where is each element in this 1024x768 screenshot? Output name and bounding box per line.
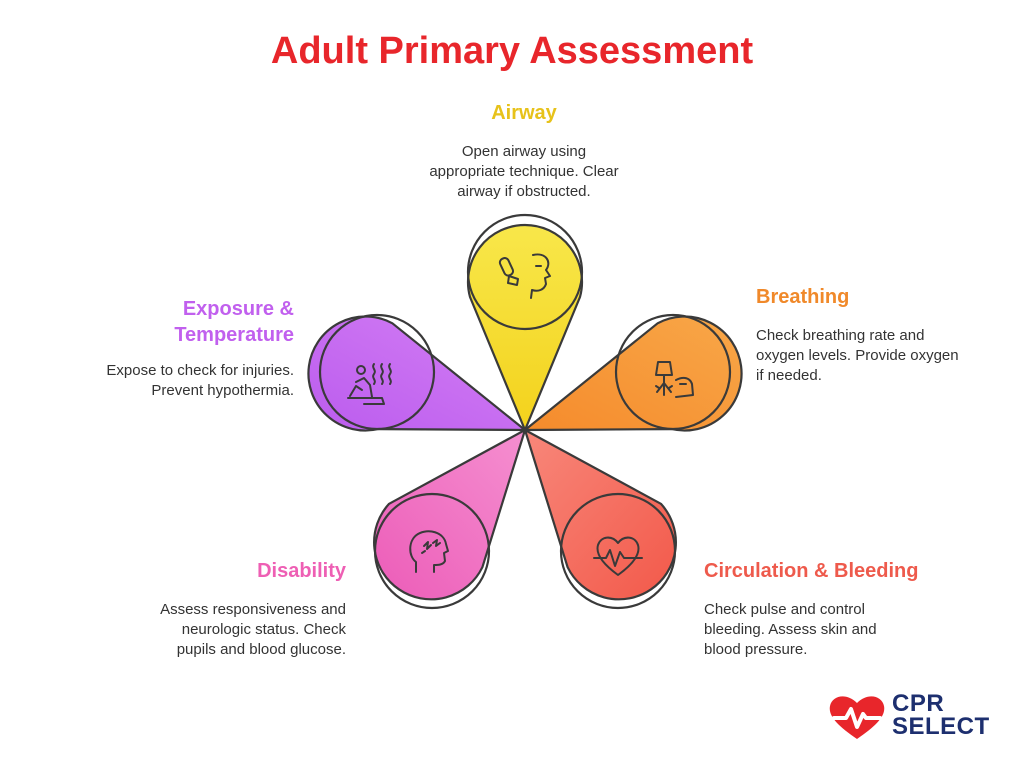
breathing-desc-line: oxygen levels. Provide oxygen	[756, 347, 959, 364]
circulation-desc-line: blood pressure.	[704, 641, 808, 658]
circulation-petal-shape	[525, 430, 676, 599]
disability-heading: Disability	[257, 560, 346, 582]
heart-logo-icon	[828, 694, 886, 740]
exposure-heading-line: Exposure &	[182, 298, 294, 320]
airway-heading: Airway	[491, 102, 557, 124]
logo-text-line2: SELECT	[892, 713, 990, 740]
logo-text-line1: CPR	[892, 690, 945, 717]
airway-desc-line: Open airway using	[461, 143, 587, 160]
exposure-desc-line: Prevent hypothermia.	[151, 382, 294, 399]
disability-desc-line: pupils and blood glucose.	[176, 641, 346, 658]
airway-desc-line: appropriate technique. Clear	[429, 163, 619, 180]
disability-petal-shape	[374, 430, 525, 599]
circulation-desc-line: Check pulse and control	[704, 601, 865, 618]
logo-text	[892, 692, 990, 738]
circulation-desc-line: bleeding. Assess skin and	[704, 621, 877, 638]
airway-desc-line: airway if obstructed.	[457, 183, 591, 200]
breathing-desc-line: Check breathing rate and	[756, 327, 925, 344]
circulation-petal	[525, 430, 676, 608]
exposure-desc-line: Expose to check for injuries.	[106, 362, 294, 379]
breathing-heading: Breathing	[756, 286, 850, 308]
cpr-select-logo	[828, 692, 1003, 742]
breathing-desc-line: if needed.	[756, 367, 822, 384]
exposure-heading-line: Temperature	[174, 324, 294, 346]
disability-petal	[374, 430, 525, 608]
disability-desc-line: Assess responsiveness and	[160, 601, 346, 618]
disability-desc-line: neurologic status. Check	[181, 621, 346, 638]
page-title: Adult Primary Assessment	[270, 30, 754, 72]
circulation-heading: Circulation & Bleeding	[704, 560, 919, 582]
